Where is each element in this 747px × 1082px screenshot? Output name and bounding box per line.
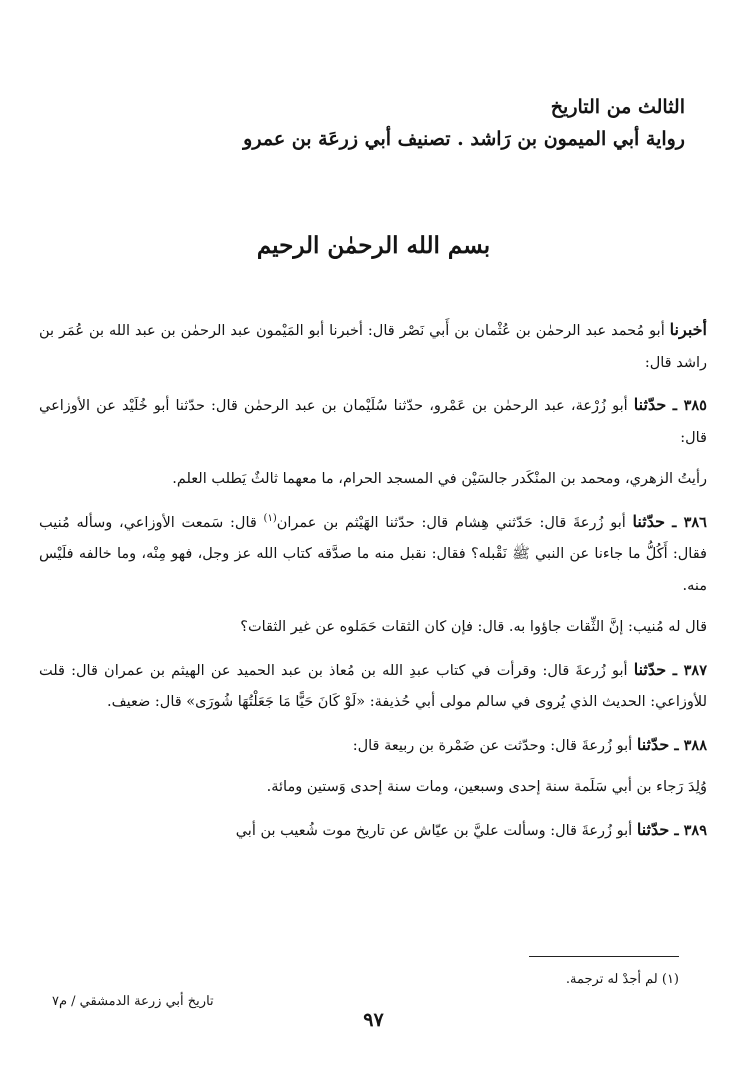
paragraph-text: أبو مُحمد عبد الرحمٰن بن عُثْمان بن أَبي نَصْر قال: أخبرنا أبو المَيْمون عبد الرحمٰن بن عبد الله بن عُمَر بن راشد قال: [39,323,707,371]
hadith-number: ٣٨٦ ـ [664,513,707,531]
paragraph-387 [39,654,707,719]
page-number: ٩٧ [363,1009,384,1031]
paragraph-isnad-intro [39,314,707,379]
paragraph-385-matn [39,464,707,496]
hadith-number: ٣٨٩ ـ [669,821,707,839]
keyword-haddathana: حدّثنا [636,734,670,754]
paragraph-386 [39,506,707,603]
section-title: الثالث من التاريخ [550,96,685,118]
paragraph-text: أبو زُرعةَ قال: حَدّثني هِشام قال: حدّثنا الهَيْثم بن عمران [276,514,633,531]
footnote-divider [529,956,679,957]
footnote-marker[interactable]: (١) [263,512,277,524]
paragraph-text: أبو زُرعةَ قال: وقرأت في كتاب عبدِ الله بن مُعاذ بن عبد الحميد عن الهيثم بن عمران قال: قلت للأوزاعي: الحديث الذي يُروى في سالم مولى أبي حُذيفة: «لَوْ كَانَ حَيًّا مَا جَعَلْتُهَا شُورَى» قال: ضعيف. [39,662,707,710]
footnote-1: (١) لم أجدْ له ترجمة. [565,972,679,987]
main-text [39,314,707,857]
paragraph-text: أبو زُرعةَ قال: وحدّثت عن ضَمْرة بن ربيعة قال: [352,737,637,754]
paragraph-388 [39,729,707,763]
paragraph-text: وُلِدَ رَجاء بن أبي سَلَمة سنة إحدى وسبعين، ومات سنة إحدى وَستين ومائة. [266,779,707,795]
paragraph-386-cont [39,612,707,644]
paragraph-text: قال له مُنيب: إنَّ الثِّقات جاؤوا به. قال: فإن كان الثقات حَمَلوه عن غير الثقات؟ [240,619,707,635]
keyword-haddathana: حدّثنا [633,659,667,679]
hadith-number: ٣٨٥ ـ [666,397,707,414]
hadith-number: ٣٨٧ ـ [666,661,707,679]
paragraph-385 [39,389,707,454]
page-header [45,90,685,154]
paragraph-text: أبو زُرعةَ قال: وسألت عليَّ بن عيّاش عن تاريخ موت شُعيب بن أبي [235,822,637,839]
keyword-haddathana: حدّثنا [633,395,667,414]
keyword-haddathana: حدّثنا [636,819,670,839]
paragraph-text: رأيتُ الزهري، ومحمد بن المنْكَدر جالسَيْن في المسجد الحرام، ما معهما ثالثٌ يَطلب العلم. [172,471,707,487]
section-subtitle: رواية أبي الميمون بن رَاشد . تصنيف أبي زرعَة بن عمرو [243,128,685,150]
paragraph-388-matn [39,772,707,804]
keyword-haddathana: حدّثنا [632,511,665,531]
paragraph-389 [39,814,707,848]
paragraph-text: أبو زُرْعة، عبد الرحمٰن بن عَمْرو، حدّثنا سُلَيْمان بن عبد الرحمٰن قال: حدّثنا أبو خُلَيْد عن الأوزاعي قال: [39,398,707,446]
paragraph-text: قال: سَمعت الأوزاعي، وسأله مُنيب فقال: أَكُلُّ ما جاءنا عن النبي ﷺ نَقْبله؟ فقال: نقبل منه ما صدَّقه كتاب الله عز وجل، فهو مِنْه، وما خالفه فلَيْس منه. [39,514,707,594]
basmala-heading: بسم الله الرحمٰن الرحيم [256,232,491,259]
hadith-number: ٣٨٨ ـ [669,736,707,754]
book-signature: تاريخ أبي زرعة الدمشقي / م٧ [52,994,214,1009]
keyword-akhbarana: أخبرنا [669,320,707,339]
